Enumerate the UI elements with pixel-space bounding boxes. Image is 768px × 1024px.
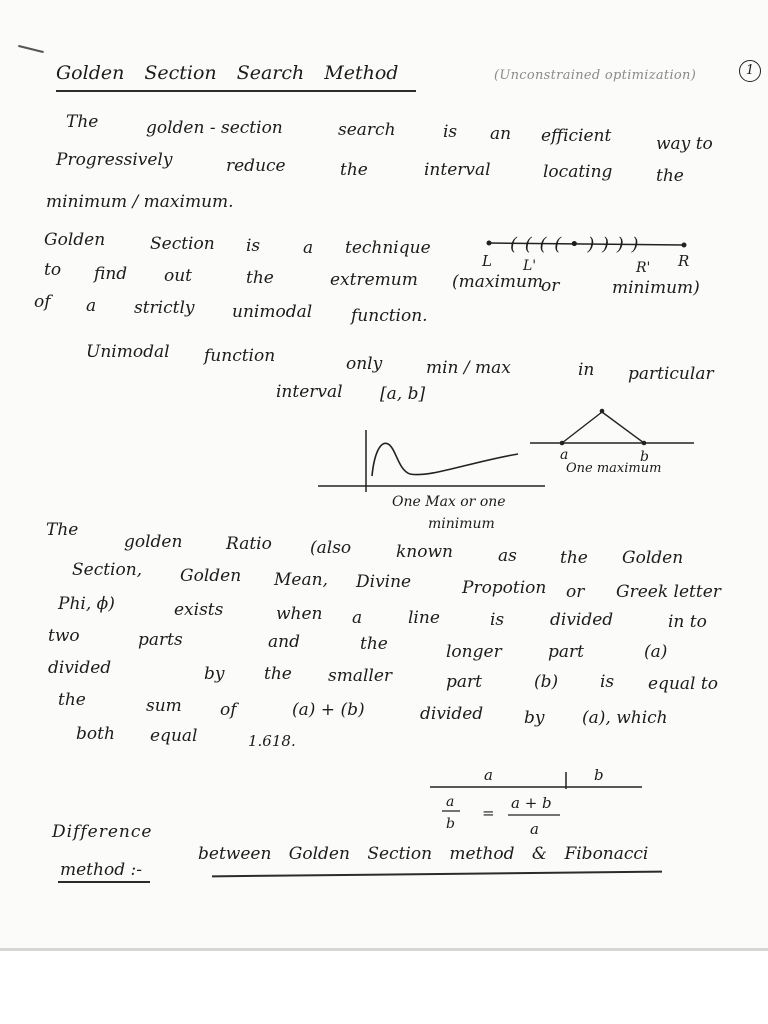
word: an xyxy=(490,124,512,144)
word: 1.618. xyxy=(248,732,296,750)
triangle-label-a: a xyxy=(560,447,569,463)
word: [a, b] xyxy=(380,384,426,404)
word: known xyxy=(396,542,453,562)
word: or xyxy=(541,276,560,296)
word: Section, xyxy=(72,560,143,580)
page-number-badge: 1 xyxy=(739,60,761,82)
word: part xyxy=(446,672,482,692)
word: efficient xyxy=(541,126,612,146)
word: way to xyxy=(656,134,713,154)
word: extremum xyxy=(330,270,418,290)
word: The xyxy=(66,112,99,132)
word: equal xyxy=(150,726,198,746)
word: (b) xyxy=(534,672,559,692)
label-R-prime: R' xyxy=(636,260,651,276)
word: the xyxy=(340,160,368,180)
word: or xyxy=(566,582,585,602)
word: to xyxy=(44,260,62,280)
word: unimodal xyxy=(232,302,313,322)
word: Greek letter xyxy=(616,582,721,602)
word: in to xyxy=(668,612,707,632)
word: the xyxy=(264,664,292,684)
word: of xyxy=(34,292,51,312)
word: the xyxy=(560,548,588,568)
word: and xyxy=(268,632,300,652)
curve-caption-1: One Max or one xyxy=(392,494,506,510)
word: minimum) xyxy=(612,278,700,298)
word: part xyxy=(548,642,584,662)
word: technique xyxy=(345,238,431,258)
bracket-marks: ( ( ( ( • ) ) ) ) xyxy=(510,234,640,255)
difference-heading-1: Difference xyxy=(52,822,153,842)
page-title: Golden Section Search Method xyxy=(56,62,399,84)
word: function. xyxy=(351,306,428,326)
word: the xyxy=(246,268,274,288)
word: only xyxy=(346,354,383,374)
word: is xyxy=(490,610,505,630)
word: Progressively xyxy=(56,150,173,170)
word: Mean, xyxy=(274,570,328,590)
word: function xyxy=(204,346,276,366)
rhs-denominator: a xyxy=(530,820,539,838)
label-L-prime: L' xyxy=(523,258,537,274)
word: find xyxy=(94,264,128,284)
word: exists xyxy=(174,600,224,620)
word: equal to xyxy=(648,674,718,694)
difference-heading-2: method :- xyxy=(60,860,142,880)
word: when xyxy=(276,604,323,624)
word: Divine xyxy=(356,572,412,592)
word: line xyxy=(408,608,440,628)
label-R: R xyxy=(678,252,690,270)
triangle-caption: One maximum xyxy=(566,461,662,476)
segment-a-label: a xyxy=(484,766,493,784)
word: smaller xyxy=(328,666,393,686)
word: (a) + (b) xyxy=(292,700,365,720)
word: Propotion xyxy=(462,578,547,598)
word: (a), which xyxy=(582,708,668,728)
word: Phi, ϕ) xyxy=(58,594,115,614)
word: is xyxy=(246,236,261,256)
word: the xyxy=(360,634,388,654)
rhs-numerator: a + b xyxy=(511,794,552,812)
word: (also xyxy=(310,538,352,558)
word: The xyxy=(46,520,79,540)
word: reduce xyxy=(226,156,286,176)
word: strictly xyxy=(134,298,195,318)
page-subtitle: (Unconstrained optimization) xyxy=(494,68,697,83)
word: longer xyxy=(446,642,502,662)
word: divided xyxy=(420,704,484,724)
word: Golden xyxy=(44,230,106,250)
word: a xyxy=(86,296,97,316)
lhs-numerator: a xyxy=(446,794,455,810)
word: divided xyxy=(550,610,614,630)
word: locating xyxy=(543,162,613,182)
word: particular xyxy=(628,364,714,384)
word: Golden xyxy=(622,548,684,568)
word: by xyxy=(204,664,225,684)
word: interval xyxy=(276,382,343,402)
word: as xyxy=(498,546,517,566)
label-L: L xyxy=(482,252,492,270)
difference-text: between Golden Section method & Fibonacci xyxy=(198,844,649,864)
word: in xyxy=(578,360,595,380)
curve-caption-2: minimum xyxy=(428,516,495,532)
word: of xyxy=(220,700,237,720)
word: a xyxy=(303,238,314,258)
triangle-label-b: b xyxy=(640,449,649,465)
word: is xyxy=(443,122,458,142)
word: min / max xyxy=(426,358,511,378)
background-below-page xyxy=(0,951,768,1024)
word: divided xyxy=(48,658,112,678)
word: the xyxy=(58,690,86,710)
word: Golden xyxy=(180,566,242,586)
equals-sign: = xyxy=(482,804,495,822)
word: golden - section xyxy=(146,118,283,138)
word: the xyxy=(656,166,684,186)
word: parts xyxy=(138,630,183,650)
difference-heading-underline xyxy=(58,881,150,883)
lhs-denominator: b xyxy=(446,816,455,832)
word: interval xyxy=(424,160,491,180)
word: search xyxy=(338,120,396,140)
word: two xyxy=(48,626,80,646)
word: sum xyxy=(146,696,182,716)
intro-line-3: minimum / maximum. xyxy=(46,192,234,212)
word: out xyxy=(164,266,193,286)
word: Unimodal xyxy=(86,342,170,362)
word: is xyxy=(600,672,615,692)
word: a xyxy=(352,608,363,628)
word: golden xyxy=(124,532,183,552)
word: Ratio xyxy=(226,534,272,554)
word: by xyxy=(524,708,545,728)
segment-b-label: b xyxy=(594,766,604,784)
word: both xyxy=(76,724,115,744)
word: Section xyxy=(150,234,215,254)
word: (maximum xyxy=(452,272,544,292)
word: (a) xyxy=(644,642,668,662)
